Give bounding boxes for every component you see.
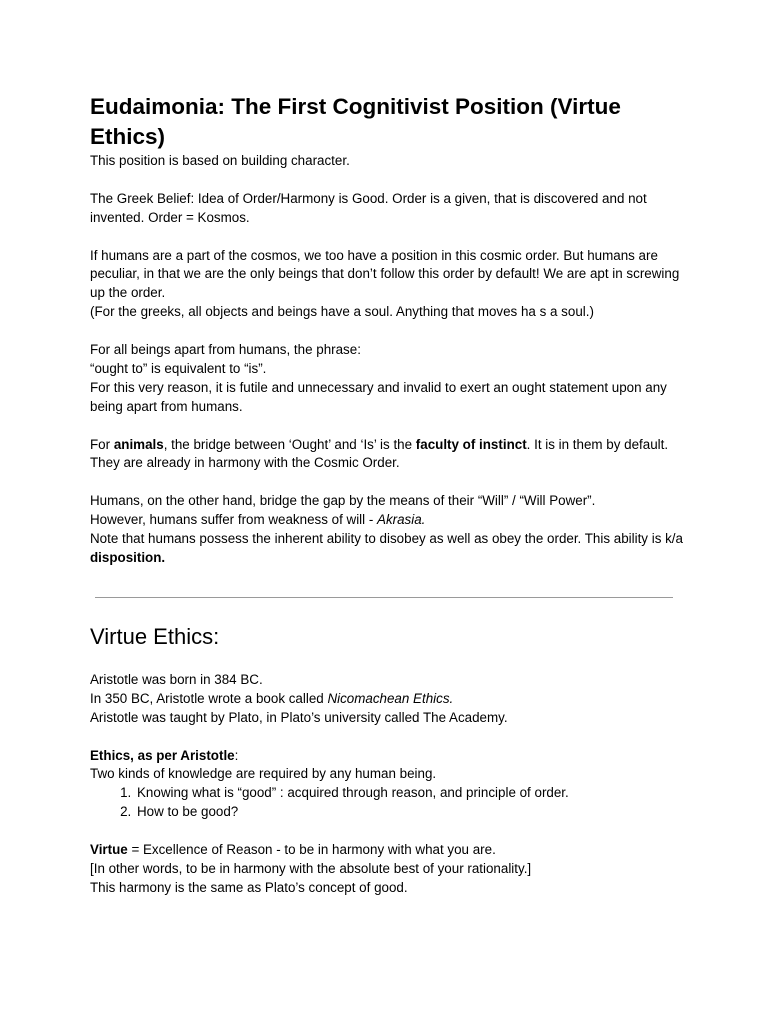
humans-will-line: Humans, on the other hand, bridge the gap by the means of their “Will” / “Will Power”. <box>90 493 596 509</box>
born-line: Aristotle was born in 384 BC. <box>90 671 263 687</box>
ethics-heading <box>90 747 690 766</box>
section-eudaimonia <box>90 92 690 568</box>
section-title-virtue-ethics: Virtue Ethics: <box>90 624 220 649</box>
virtue-bold: Virtue <box>90 842 128 858</box>
animals-paragraph <box>90 436 690 474</box>
ought-is-line: “ought to” is equivalent to “is”. <box>90 360 267 376</box>
spacer <box>90 728 690 747</box>
spacer <box>90 171 690 190</box>
futile-paragraph: For this very reason, it is futile and unnecessary and invalid to exert an ought statement upon any being apart from humans. <box>90 379 667 414</box>
animals-text-mid: , the bridge between ‘Ought’ and ‘Is’ is the <box>163 436 416 452</box>
taught-line: Aristotle was taught by Plato, in Plato’s university called The Academy. <box>90 709 508 725</box>
intro-paragraph: This position is based on building character. <box>90 153 350 168</box>
animals-bold: animals <box>113 436 164 452</box>
akrasia-italic: Akrasia. <box>377 512 426 528</box>
spacer <box>90 417 690 436</box>
ethics-heading-bold: Ethics, as per Aristotle <box>90 747 235 763</box>
virtue-definition-text: = Excellence of Reason - to be in harmony with what you are. <box>127 842 496 858</box>
knowledge-list <box>90 784 690 822</box>
wrote-line <box>90 690 690 709</box>
harmony-plato-line: This harmony is the same as Plato’s concept of good. <box>90 879 408 895</box>
instinct-bold: faculty of instinct <box>415 436 527 452</box>
list-item: 1. Knowing what is “good” : acquired through reason, and principle of order. <box>135 784 690 803</box>
disposition-paragraph <box>90 530 690 568</box>
section-virtue-ethics <box>90 622 690 898</box>
two-kinds-line: Two kinds of knowledge are required by any human being. <box>90 766 437 782</box>
list-item: 2. How to be good? <box>135 803 690 822</box>
disposition-text-pre: Note that humans possess the inherent ability to disobey as well as obey the order. This ability is k/a <box>90 531 683 547</box>
spacer <box>90 322 690 341</box>
book-title-italic: Nicomachean Ethics. <box>327 690 454 706</box>
section-divider <box>95 597 673 598</box>
greeks-note-paragraph: (For the greeks, all objects and beings have a soul. Anything that moves ha s a soul.) <box>90 304 594 320</box>
ethics-heading-colon: : <box>234 747 239 763</box>
animals-text-post: . It is in them by default. They are already in harmony with the Cosmic Order. <box>90 436 669 471</box>
section-title-eudaimonia: Eudaimonia: The First Cognitivist Position (Virtue Ethics) <box>90 94 621 149</box>
spacer <box>90 652 690 671</box>
animals-text-pre: For <box>90 436 114 452</box>
disposition-bold: disposition. <box>90 549 166 565</box>
akrasia-line <box>90 511 690 530</box>
spacer <box>90 822 690 841</box>
virtue-definition-line <box>90 841 690 860</box>
spacer <box>90 228 690 247</box>
spacer <box>90 473 690 492</box>
greek-belief-paragraph: The Greek Belief: Idea of Order/Harmony is Good. Order is a given, that is discovered and not invented. Order = Kosmos. <box>90 190 647 225</box>
other-words-line: [In other words, to be in harmony with the absolute best of your rationality.] <box>90 860 532 876</box>
humans-cosmos-paragraph: If humans are a part of the cosmos, we too have a position in this cosmic order. But humans are peculiar, in that we are the only beings that don’t follow this order by default! We are apt in screwing up the order. <box>90 247 680 301</box>
wrote-text-pre: In 350 BC, Aristotle wrote a book called <box>90 690 328 706</box>
all-beings-line: For all beings apart from humans, the phrase: <box>90 342 361 358</box>
akrasia-text-pre: However, humans suffer from weakness of will - <box>90 512 378 528</box>
